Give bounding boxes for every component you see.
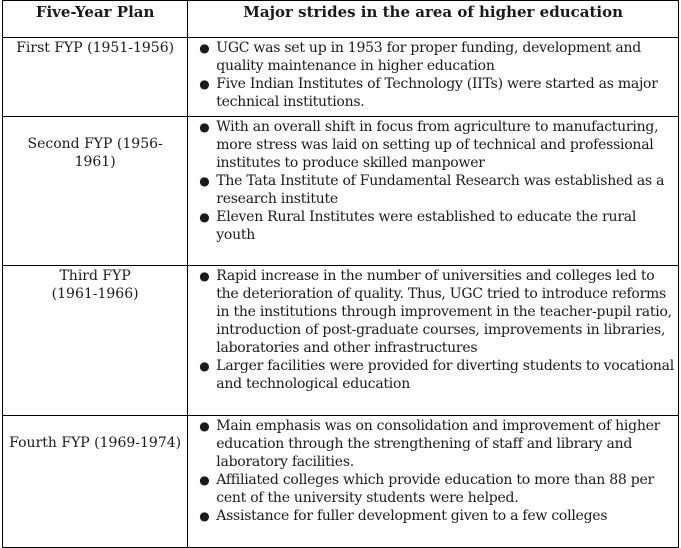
table-row-third-fyp [3, 266, 679, 416]
strides-list [190, 267, 676, 393]
plan-name-cell [3, 266, 188, 416]
list-item: ● Rapid increase in the number of universities and colleges led to the deterioration of quality. Thus, UGC tried to introduce reforms in the institutions through improvement in the teacher-pupil ratio, introduction of post-graduate courses, improvements in libraries, laboratories and other infrastructures [199, 268, 672, 356]
bullet-icon: ● [199, 77, 210, 91]
bullet-icon: ● [199, 41, 210, 55]
bullet-icon: ● [199, 269, 210, 283]
bullet-icon: ● [199, 419, 210, 433]
strides-list [190, 39, 676, 111]
list-item: ● Main emphasis was on consolidation and improvement of higher education through the strengthening of staff and library and laboratory facilities. [199, 418, 661, 470]
table-row-first-fyp [3, 38, 679, 117]
list-item: ● Five Indian Institutes of Technology (IITs) were started as major technical institutions. [199, 76, 658, 110]
header-row [3, 1, 679, 38]
plan-name-cell: First FYP (1951-1956) [3, 38, 188, 117]
list-item: ● Eleven Rural Institutes were established to educate the rural youth [199, 209, 637, 243]
plan-name-cell: Fourth FYP (1969-1974) [3, 416, 188, 548]
strides-cell [188, 117, 679, 266]
bullet-icon: ● [199, 473, 210, 487]
strides-cell [188, 38, 679, 117]
list-item: ● Assistance for fuller development given to a few colleges [199, 508, 608, 524]
plan-years: (1961-1966) [51, 286, 139, 302]
plan-name-cell: Second FYP (1956-1961) [3, 117, 188, 266]
bullet-icon: ● [199, 210, 210, 224]
bullet-icon: ● [199, 120, 210, 134]
list-item: ● With an overall shift in focus from agriculture to manufacturing, more stress was laid on setting up of technical and professional institutes to produce skilled manpower [199, 119, 659, 171]
strides-list [190, 417, 676, 525]
list-item: ● Affiliated colleges which provide education to more than 88 per cent of the university students were helped. [199, 472, 654, 506]
five-year-plan-table [2, 0, 679, 548]
strides-list [190, 118, 676, 244]
list-item: ● UGC was set up in 1953 for proper funding, development and quality maintenance in higher education [199, 40, 641, 74]
plan-name: Third FYP [59, 268, 131, 284]
header-major-strides: Major strides in the area of higher education [188, 1, 679, 38]
strides-cell [188, 266, 679, 416]
header-five-year-plan: Five-Year Plan [3, 1, 188, 38]
bullet-icon: ● [199, 174, 210, 188]
bullet-icon: ● [199, 359, 210, 373]
bullet-icon: ● [199, 509, 210, 523]
table-row-second-fyp [3, 117, 679, 266]
list-item: ● The Tata Institute of Fundamental Research was established as a research institute [199, 173, 665, 207]
list-item: ● Larger facilities were provided for diverting students to vocational and technological education [199, 358, 675, 392]
